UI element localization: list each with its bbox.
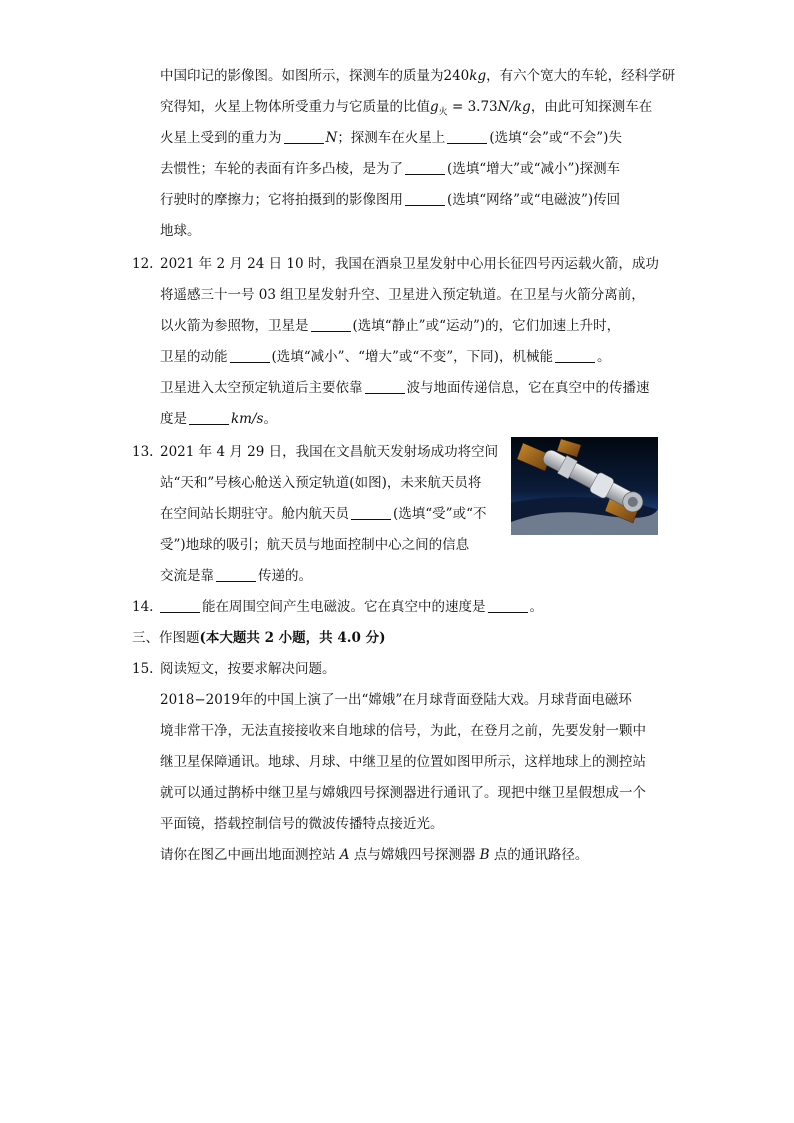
q11-text: (选填“增大”或“减小”)探测车 — [447, 161, 621, 177]
q15-line-5: 平面镜，搭载控制信号的微波传播特点接近光。 — [160, 816, 444, 832]
q15-text: 请你在图乙中画出地面测控站 — [160, 847, 336, 863]
q11-text: 地球。 — [160, 223, 201, 239]
answer-blank[interactable] — [555, 348, 595, 363]
answer-blank[interactable] — [405, 160, 445, 175]
q12-text: 卫星的动能 — [160, 349, 228, 365]
q13-text: 交流是靠 — [160, 568, 214, 584]
section-label: 三、作图题 — [132, 630, 200, 646]
q13-line-3 — [160, 504, 486, 524]
space-station-image — [511, 437, 658, 535]
q12-line-5 — [160, 378, 650, 398]
q11-line-5 — [160, 190, 620, 210]
g-subscript: 火 — [438, 107, 448, 118]
q11-line-4 — [160, 159, 620, 179]
answer-blank[interactable] — [488, 598, 528, 613]
q14-text: 能在周围空间产生电磁波。它在真空中的速度是 — [202, 599, 486, 615]
q15-line-2: 境非常干净，无法直接接收来自地球的信号，为此，在登月之前，先要发射一颗中 — [160, 723, 646, 739]
q14-line-1 — [160, 597, 543, 617]
q15-line-4: 就可以通过鹊桥中继卫星与嫦娥四号探测器进行通讯了。现把中继卫星假想成一个 — [160, 785, 646, 801]
answer-blank[interactable] — [447, 129, 487, 144]
point-a: A — [339, 847, 350, 863]
q12-text: 以火箭为参照物，卫星是 — [160, 318, 309, 334]
q13-line-2: 站“天和”号核心舱送入预定轨道(如图)，未来航天员将 — [160, 475, 482, 491]
q11-line-6 — [160, 221, 201, 241]
q11-text: ，由此可知探测车在 — [530, 99, 653, 115]
q11-text: 行驶时的摩擦力；它将拍摄到的影像图用 — [160, 192, 403, 208]
q11-line-1 — [160, 66, 675, 86]
q11-text: 中国印记的影像图。如图所示，探测车的质量为 — [160, 68, 444, 84]
question-number-12: 12. — [132, 256, 154, 272]
point-b: B — [479, 847, 490, 863]
q12-text: (选填“减小”、“增大”或“不变”，下同)，机械能 — [271, 349, 553, 365]
q11-text: (选填“网络”或“电磁波”)传回 — [447, 192, 621, 208]
q13-text: (选填“受”或“不 — [393, 506, 487, 522]
q12-text: 波与地面传递信息，它在真空中的传播速 — [406, 380, 650, 396]
q15-intro: 阅读短文，按要求解决问题。 — [160, 661, 336, 677]
q15-text: 点与嫦娥四号探测器 — [353, 847, 476, 863]
q14-text: 。 — [529, 599, 543, 615]
question-number-14: 14. — [132, 599, 154, 615]
q12-line-3 — [160, 316, 620, 336]
g-value: = 3.73 — [447, 99, 498, 115]
answer-blank[interactable] — [365, 379, 405, 394]
q13-text: 在空间站长期驻守。舱内航天员 — [160, 506, 349, 522]
answer-blank[interactable] — [189, 410, 229, 425]
space-station-illustration — [511, 437, 658, 535]
q11-text: ；探测车在火星上 — [337, 130, 446, 146]
answer-blank[interactable] — [405, 191, 445, 206]
q13-line-5 — [160, 566, 312, 586]
q12-text: (选填“静止”或“运动”)的，它们加速上升时， — [352, 318, 621, 334]
g-unit: N/kg — [497, 99, 531, 115]
q11-text: (选填“会”或“不会”)失 — [489, 130, 622, 146]
q15-line-3: 继卫星保障通讯。地球、月球、中继卫星的位置如图甲所示，这样地球上的测控站 — [160, 754, 646, 770]
section-heading — [132, 628, 385, 648]
question-number-15: 15. — [132, 661, 154, 677]
answer-blank[interactable] — [160, 598, 200, 613]
newton-unit: N — [325, 130, 338, 146]
question-number-13: 13. — [132, 444, 154, 460]
answer-blank[interactable] — [216, 567, 256, 582]
q13-line-1: 2021 年 4 月 29 日，我国在文昌航天发射场成功将空间 — [160, 444, 499, 460]
answer-blank[interactable] — [311, 317, 351, 332]
answer-blank[interactable] — [284, 129, 324, 144]
q12-line-2: 将遥感三十一号 03 组卫星发射升空、卫星进入预定轨道。在卫星与火箭分离前， — [160, 287, 645, 303]
q12-line-1: 2021 年 2 月 24 日 10 时，我国在酒泉卫星发射中心用长征四号丙运载火箭，成功 — [160, 256, 659, 272]
speed-unit: km/s — [231, 411, 264, 427]
q13-line-4: 受”)地球的吸引；航天员与地面控制中心之间的信息 — [160, 537, 470, 553]
q11-line-2 — [160, 97, 652, 123]
q13-text: 传递的。 — [258, 568, 312, 584]
mass-unit: kg — [469, 68, 487, 84]
answer-blank[interactable] — [230, 348, 270, 363]
q11-text: ，有六个宽大的车轮，经科学研 — [486, 68, 676, 84]
q11-text: 火星上受到的重力为 — [160, 130, 282, 146]
q12-text: 卫星进入太空预定轨道后主要依靠 — [160, 380, 363, 396]
q11-text: 去惯性；车轮的表面有许多凸棱，是为了 — [160, 161, 403, 177]
q11-line-3 — [160, 128, 622, 148]
g-symbol: g — [430, 99, 439, 115]
q15-line-1: 2018−2019年的中国上演了一出“嫦娥”在月球背面登陆大戏。月球背面电磁环 — [160, 692, 632, 708]
q12-text: 。 — [596, 349, 611, 365]
q12-line-4 — [160, 347, 610, 367]
q15-line-6 — [160, 845, 588, 865]
section-info: (本大题共 2 小题，共 4.0 分) — [199, 630, 386, 646]
q11-text: 究得知，火星上物体所受重力与它质量的比值 — [160, 99, 430, 115]
mass-value: 240 — [443, 68, 470, 84]
q12-text: 。 — [263, 411, 277, 427]
answer-blank[interactable] — [351, 505, 391, 520]
q12-text: 度是 — [160, 411, 187, 427]
q12-line-6 — [160, 409, 277, 429]
q15-text: 点的通讯路径。 — [493, 847, 589, 863]
